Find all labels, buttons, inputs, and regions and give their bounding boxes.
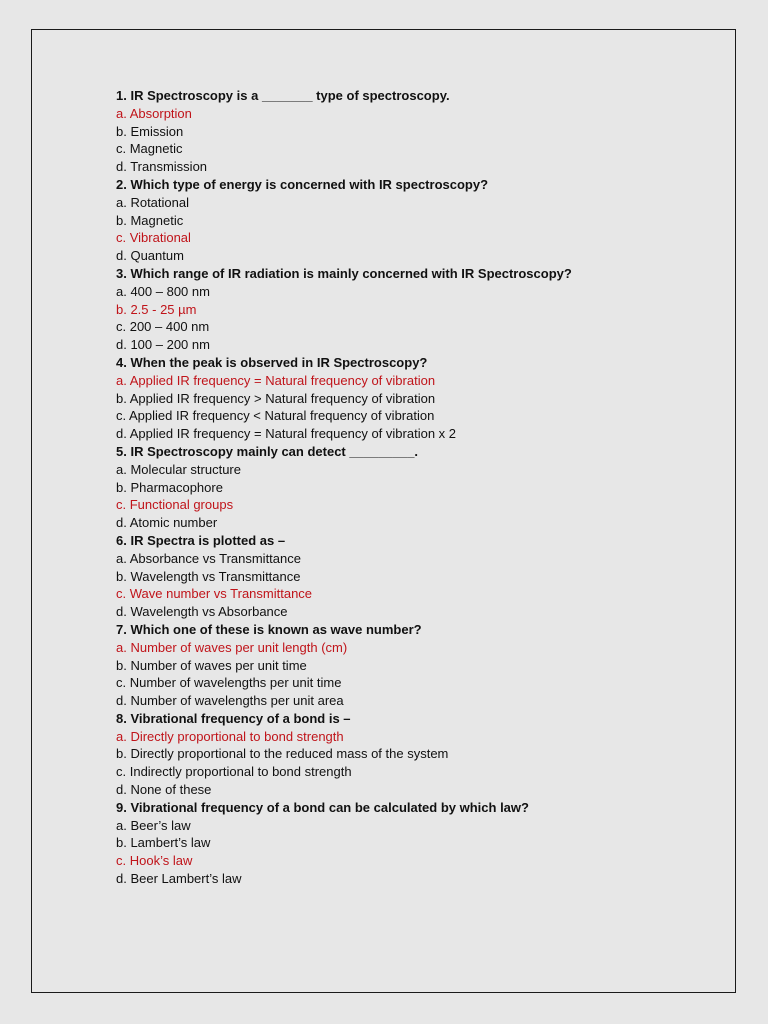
q8-option-c: c. Indirectly proportional to bond strength: [116, 764, 352, 780]
q1-option-b: b. Emission: [116, 123, 184, 139]
question-7: 7. Which one of these is known as wave number?: [116, 621, 422, 637]
q4-option-c: c. Applied IR frequency < Natural frequency of vibration: [116, 408, 435, 424]
q7-option-a: a. Number of waves per unit length (cm): [116, 639, 348, 655]
q7-option-d: d. Number of wavelengths per unit area: [116, 693, 344, 709]
question-5: 5. IR Spectroscopy mainly can detect _________.: [116, 443, 419, 459]
q5-option-b: b. Pharmacophore: [116, 479, 223, 495]
q4-option-d: d. Applied IR frequency = Natural frequency of vibration x 2: [116, 426, 456, 442]
q6-option-a: a. Absorbance vs Transmittance: [116, 550, 301, 566]
q4-option-b: b. Applied IR frequency > Natural frequency of vibration: [116, 390, 436, 406]
q5-option-a: a. Molecular structure: [116, 461, 241, 477]
q1-option-a: a. Absorption: [116, 105, 192, 121]
q9-option-d: d. Beer Lambert’s law: [116, 871, 242, 887]
q6-option-b: b. Wavelength vs Transmittance: [116, 568, 301, 584]
q5-option-c: c. Functional groups: [116, 497, 234, 513]
question-4: 4. When the peak is observed in IR Spectroscopy?: [116, 354, 428, 370]
q3-option-d: d. 100 – 200 nm: [116, 337, 210, 353]
q6-option-d: d. Wavelength vs Absorbance: [116, 604, 288, 620]
question-3: 3. Which range of IR radiation is mainly concerned with IR Spectroscopy?: [116, 265, 572, 281]
q1-option-d: d. Transmission: [116, 159, 208, 175]
q4-option-a: a. Applied IR frequency = Natural frequency of vibration: [116, 372, 436, 388]
q1-option-c: c. Magnetic: [116, 141, 183, 157]
q9-option-c: c. Hook’s law: [116, 853, 193, 869]
q3-option-a: a. 400 – 800 nm: [116, 283, 210, 299]
q9-option-b: b. Lambert’s law: [116, 835, 211, 851]
q2-option-b: b. Magnetic: [116, 212, 184, 228]
q5-option-d: d. Atomic number: [116, 515, 218, 531]
q7-option-b: b. Number of waves per unit time: [116, 657, 307, 673]
q3-option-c: c. 200 – 400 nm: [116, 319, 210, 335]
q8-option-b: b. Directly proportional to the reduced mass of the system: [116, 746, 449, 762]
q8-option-a: a. Directly proportional to bond strength: [116, 728, 344, 744]
q8-option-d: d. None of these: [116, 782, 212, 798]
quiz-content: [116, 87, 716, 888]
q3-option-b: b. 2.5 - 25 µm: [116, 301, 197, 317]
question-2: 2. Which type of energy is concerned with IR spectroscopy?: [116, 176, 489, 192]
q9-option-a: a. Beer’s law: [116, 817, 191, 833]
q2-option-d: d. Quantum: [116, 248, 184, 264]
q2-option-a: a. Rotational: [116, 194, 189, 210]
question-1: 1. IR Spectroscopy is a _______ type of spectroscopy.: [116, 88, 450, 103]
q2-option-c: c. Vibrational: [116, 230, 191, 246]
q7-option-c: c. Number of wavelengths per unit time: [116, 675, 342, 691]
question-9: 9. Vibrational frequency of a bond can be calculated by which law?: [116, 799, 529, 815]
q6-option-c: c. Wave number vs Transmittance: [116, 586, 313, 602]
question-6: 6. IR Spectra is plotted as –: [116, 532, 286, 548]
question-8: 8. Vibrational frequency of a bond is –: [116, 710, 351, 726]
